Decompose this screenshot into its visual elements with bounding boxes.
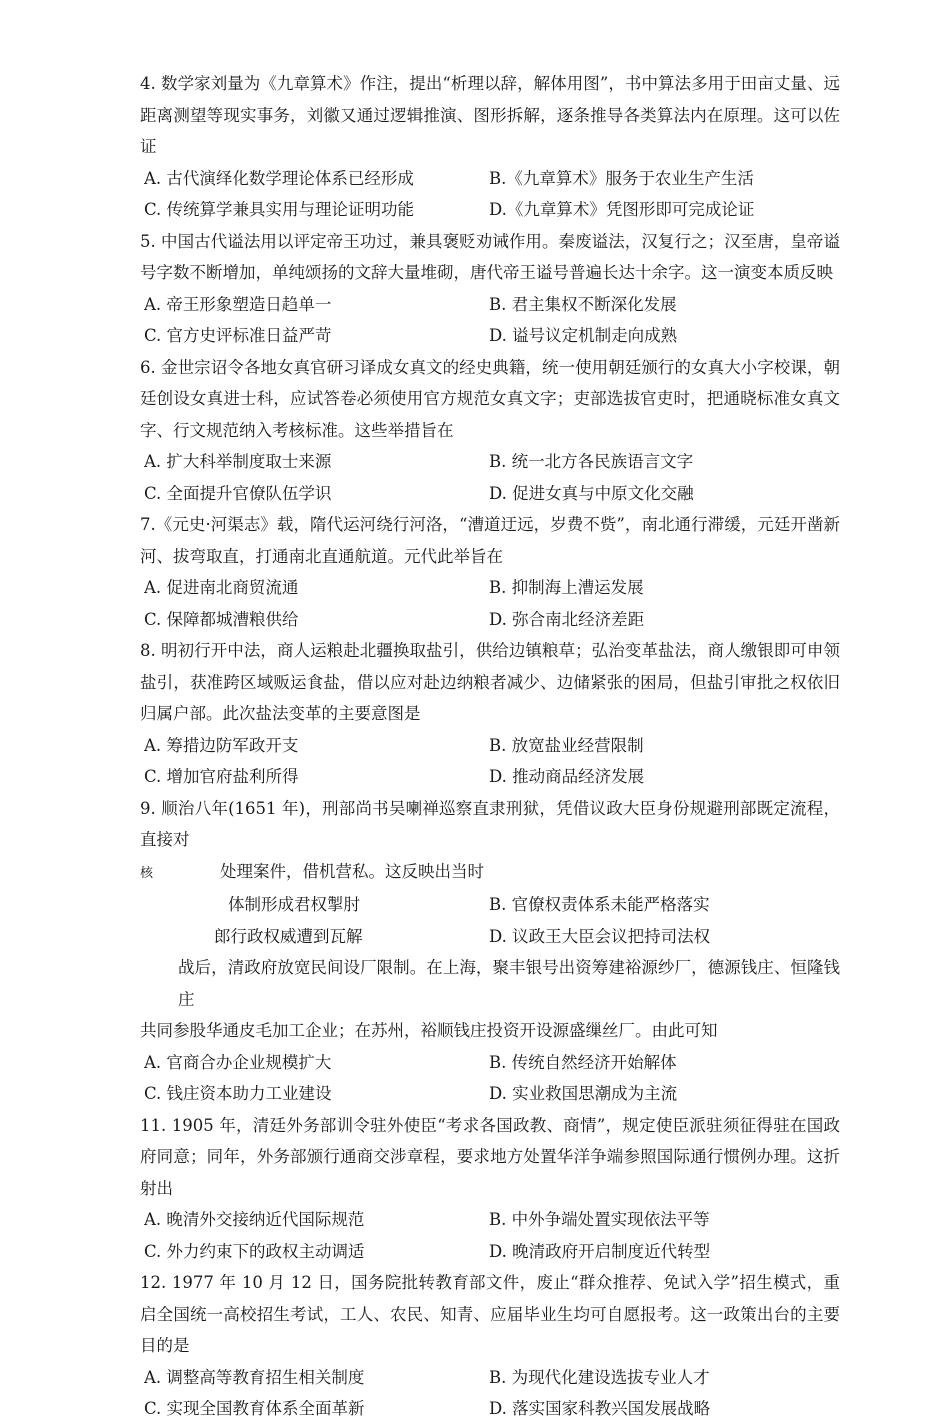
option-b: B. 君主集权不断深化发展 — [489, 294, 677, 314]
option-a: A. 官商合办企业规模扩大 — [144, 1052, 332, 1072]
question-7 — [140, 509, 840, 635]
question-stem — [140, 793, 840, 890]
option-c: C. 增加官府盐利所得 — [144, 767, 299, 786]
question-stem — [140, 952, 840, 1047]
question-8 — [140, 635, 840, 793]
stem-line-1: 战后，清政府放宽民间设厂限制。在上海，聚丰银号出资筹建裕源纱厂，德源钱庄、恒隆钱庄 — [178, 958, 840, 1009]
option-d: D. 促进女真与中原文化交融 — [489, 483, 694, 503]
options-grid — [140, 572, 840, 635]
option-d: D. 落实国家科教兴国发展战略 — [489, 1399, 711, 1418]
option-a: A. 扩大科举制度取士来源 — [144, 452, 332, 471]
stem-line-2-text: 处理案件，借机营私。这反映出当时 — [220, 861, 484, 881]
question-10 — [140, 952, 840, 1110]
option-b: B. 抑制海上漕运发展 — [489, 578, 644, 597]
option-c: C. 全面提升官僚队伍学识 — [144, 483, 332, 503]
option-b: B. 为现代化建设选拔专业人才 — [489, 1367, 710, 1387]
option-b: B.《九章算术》服务于农业生产生活 — [489, 168, 754, 188]
question-5 — [140, 226, 840, 352]
question-9 — [140, 793, 840, 953]
stem-line-2 — [140, 856, 840, 890]
option-a: A. 帝王形象塑造日趋单一 — [144, 294, 332, 314]
options-grid — [140, 1362, 840, 1425]
options-grid — [140, 1204, 840, 1267]
option-d: D.《九章算术》凭图形即可完成论证 — [489, 200, 755, 219]
question-12 — [140, 1267, 840, 1425]
question-stem: 4. 数学家刘量为《九章算术》作注，提出“析理以辞，解体用图”，书中算法多用于田亩丈量、远距离测望等现实事务，刘徽又通过逻辑推演、图形拆解，逐条推导各类算法内在原理。这可以佐证 — [140, 74, 840, 156]
option-a: A. 古代演绎化数学理论体系已经形成 — [144, 168, 414, 188]
option-d: D. 议政王大臣会议把持司法权 — [489, 926, 711, 946]
stem-line-1: 9. 顺治八年(1651 年)，刑部尚书吴喇禅巡察直隶刑狱，凭借议政大臣身份规避刑部既定流程，直接对 — [140, 798, 840, 849]
stem-line-2: 共同参股华通皮毛加工企业；在苏州，裕顺钱庄投资开设源盛缫丝厂。由此可知 — [140, 1021, 718, 1040]
options-grid — [140, 730, 840, 793]
options-grid — [140, 446, 840, 509]
option-d: D. 推动商品经济发展 — [489, 767, 645, 786]
question-stem: 6. 金世宗诏令各地女真官研习译成女真文的经史典籍，统一使用朝廷颁行的女真大小字校课，朝廷创设女真进士科，应试答卷必须使用官方规范女真文字；吏部选拔官吏时，把通晓标准女真文字、行文规范纳入考核标准。这些举措旨在 — [140, 357, 840, 440]
option-b: B. 中外争端处置实现依法平等 — [489, 1210, 710, 1229]
option-d: D. 谥号议定机制走向成熟 — [489, 326, 678, 345]
options-grid — [140, 289, 840, 352]
option-c: C. 实现全国教育体系全面革新 — [144, 1399, 365, 1418]
option-a: A. 筹措边防军政开支 — [144, 735, 299, 755]
option-d: D. 实业救国思潮成为主流 — [489, 1084, 678, 1103]
option-c: C. 外力约束下的政权主动调适 — [144, 1241, 365, 1261]
obscured-fragment: 核 — [140, 865, 154, 881]
option-a: A. 晚清外交接纳近代国际规范 — [144, 1210, 365, 1229]
options-grid — [140, 1047, 840, 1110]
option-b: B. 官僚权责体系未能严格落实 — [489, 895, 710, 914]
option-c: C. 保障都城漕粮供给 — [144, 609, 299, 629]
options-grid — [140, 163, 840, 226]
option-d: D. 晚清政府开启制度近代转型 — [489, 1241, 711, 1261]
question-11 — [140, 1110, 840, 1268]
question-stem: 7.《元史·河渠志》载，隋代运河绕行河洛，“漕道迂远，岁费不赀”，南北通行滞缓，元廷开凿新河、拔弯取直，打通南北直通航道。元代此举旨在 — [140, 515, 840, 566]
option-c: 郎行政权威遭到瓦解 — [214, 926, 363, 946]
options-grid — [140, 889, 840, 952]
option-b: B. 传统自然经济开始解体 — [489, 1052, 677, 1072]
question-stem: 5. 中国古代谥法用以评定帝王功过，兼具褒贬劝诫作用。秦废谥法，汉复行之；汉至唐，皇帝谥号字数不断增加，单纯颂扬的文辞大量堆砌，唐代帝王谥号普遍长达十余字。这一演变本质反映 — [140, 231, 840, 282]
question-stem: 8. 明初行开中法，商人运粮赴北疆换取盐引，供给边镇粮草；弘治变革盐法，商人缴银即可申领盐引，获准跨区域贩运食盐，借以应对赴边纳粮者减少、边储紧张的困局，但盐引审批之权依旧归属户部。此次盐法变革的主要意图是 — [140, 641, 840, 723]
option-d: D. 弥合南北经济差距 — [489, 609, 645, 629]
option-a: A. 促进南北商贸流通 — [144, 578, 299, 597]
question-4 — [140, 68, 840, 226]
option-b: B. 放宽盐业经营限制 — [489, 735, 644, 755]
option-b: B. 统一北方各民族语言文字 — [489, 452, 694, 471]
question-stem: 11. 1905 年，清廷外务部训令驻外使臣“考求各国政教、商情”，规定使臣派驻须征得驻在国政府同意；同年，外务部颁行通商交涉章程，要求地方处置华洋争端参照国际通行惯例办理。这折射出 — [140, 1115, 840, 1198]
question-6 — [140, 352, 840, 510]
option-a: A. 调整高等教育招生相关制度 — [144, 1367, 365, 1387]
option-a: 体制形成君权掣肘 — [228, 895, 360, 914]
option-c: C. 钱庄资本助力工业建设 — [144, 1084, 332, 1103]
option-c: C. 官方史评标准日益严苛 — [144, 326, 332, 345]
question-stem: 12. 1977 年 10 月 12 日，国务院批转教育部文件，废止“群众推荐、免试入学”招生模式，重启全国统一高校招生考试，工人、农民、知青、应届毕业生均可自愿报考。这一政策出台的主要目的是 — [140, 1273, 840, 1355]
option-c: C. 传统算学兼具实用与理论证明功能 — [144, 200, 415, 219]
